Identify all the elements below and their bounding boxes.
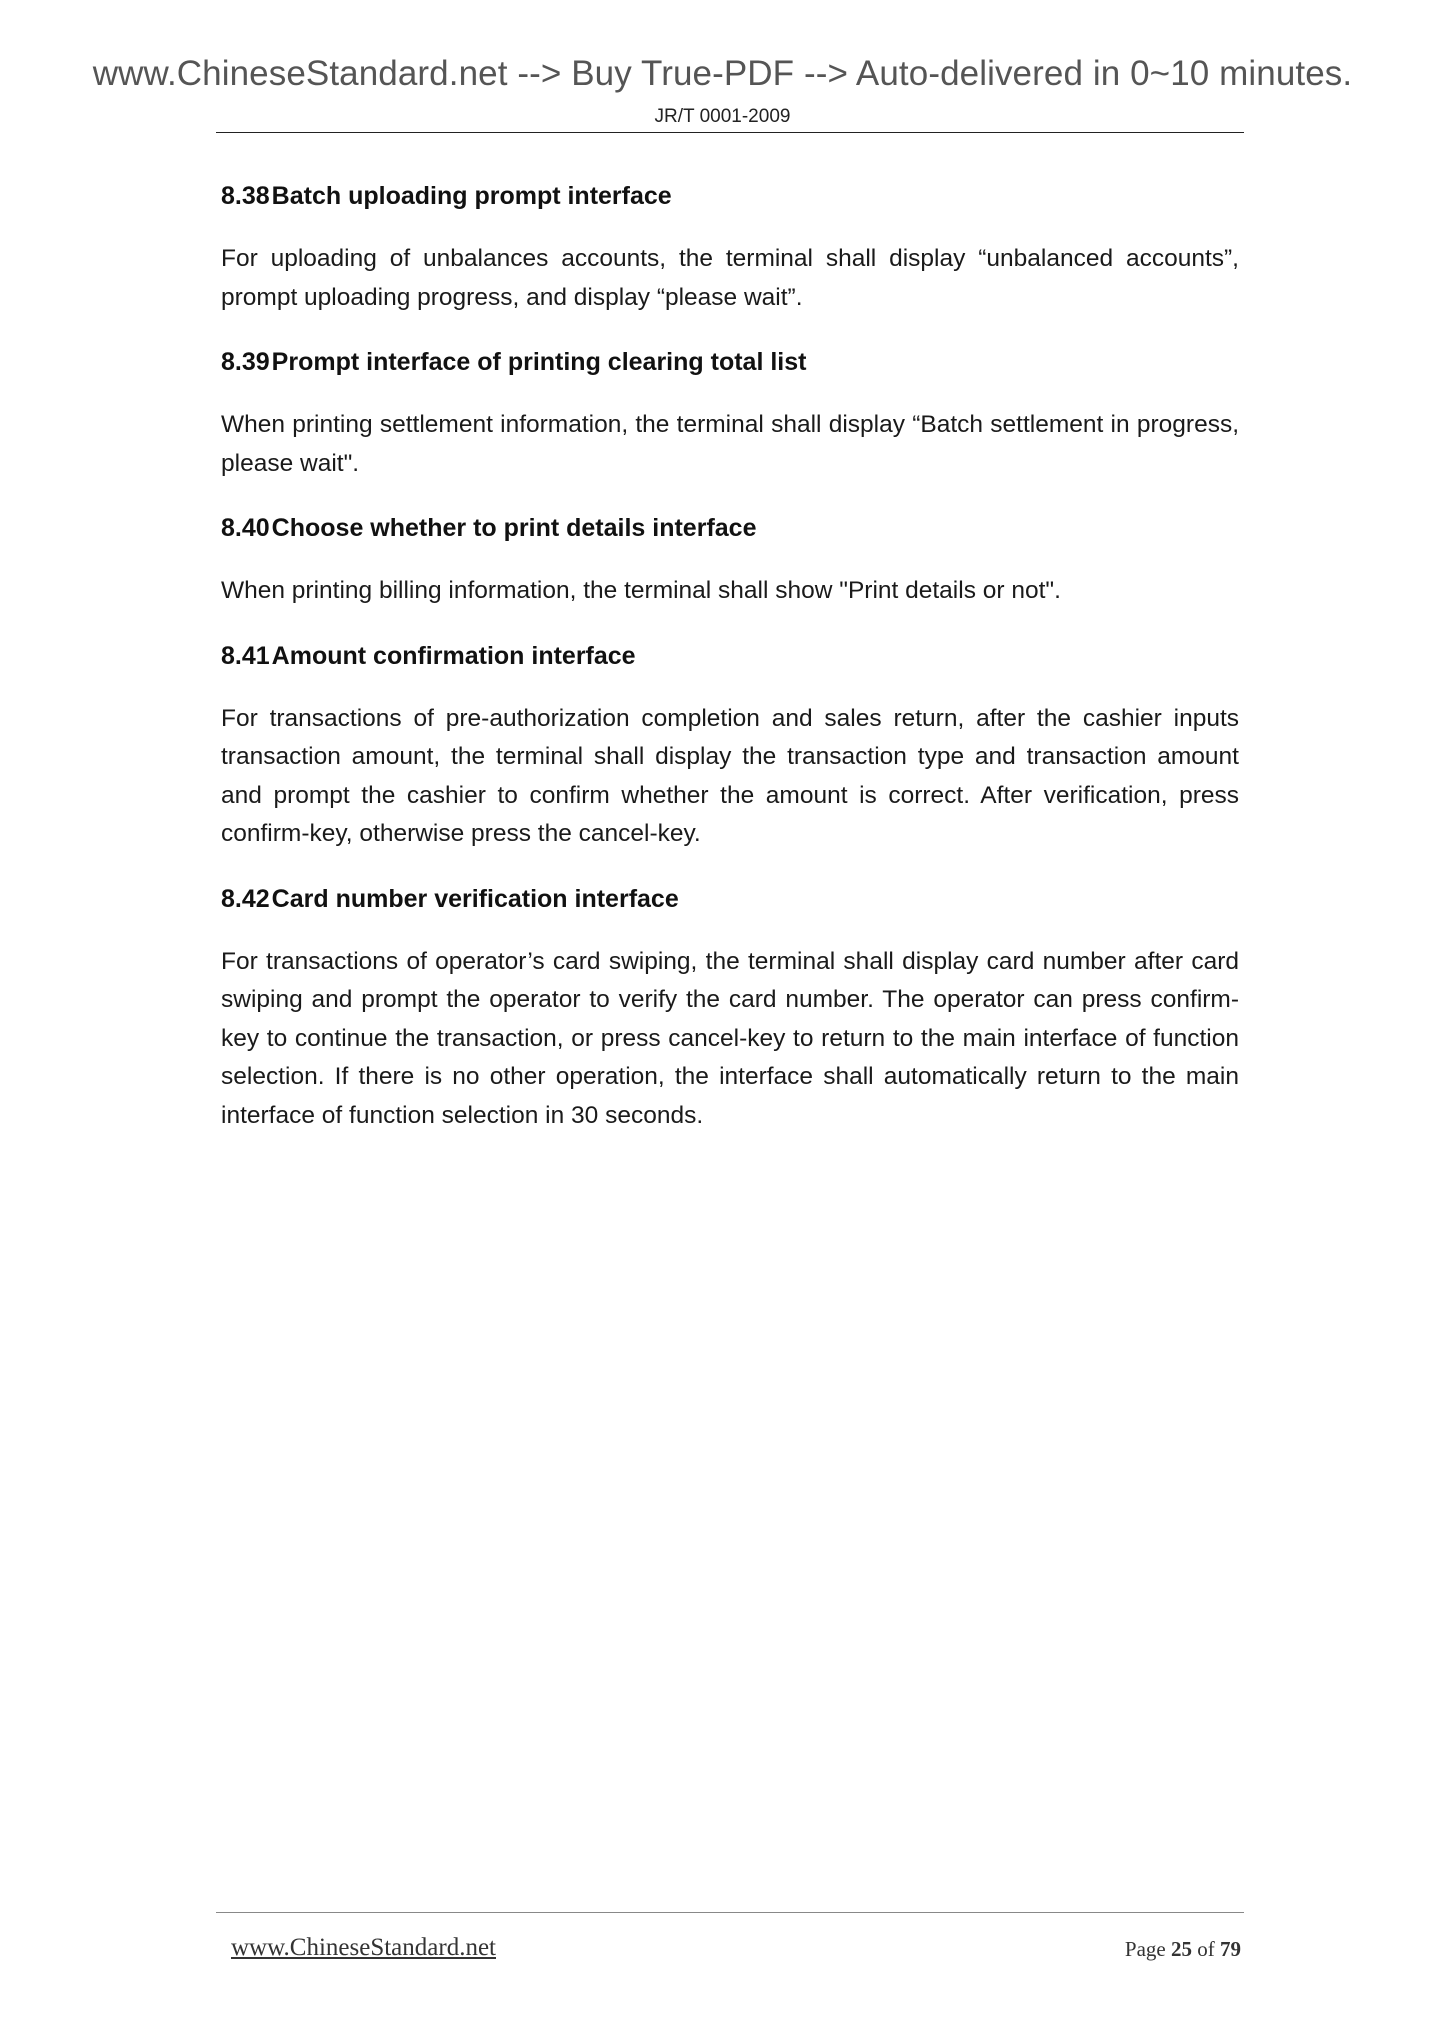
section-title: Batch uploading prompt interface [271, 182, 672, 210]
section-number: 8.40 [221, 514, 270, 542]
footer-website-link[interactable]: www.ChineseStandard.net [231, 1934, 496, 1961]
section-paragraph: When printing settlement information, the terminal shall display “Batch settlement in progress, please wait". [221, 411, 1239, 477]
page-current: 25 [1171, 1937, 1192, 1961]
section-8-38 [221, 178, 1239, 317]
section-title: Prompt interface of printing clearing total list [271, 348, 807, 376]
section-8-42 [221, 881, 1239, 1136]
section-heading [221, 510, 1239, 546]
document-code: JR/T 0001-2009 [654, 106, 791, 127]
page-total: 79 [1220, 1937, 1241, 1961]
page-number [1125, 1937, 1241, 1962]
section-heading [221, 178, 1239, 214]
section-paragraph: For transactions of pre-authorization completion and sales return, after the cashier inputs transaction amount, the terminal shall display the transaction type and transaction amount and prompt the cashier to confirm whether the amount is correct. After verification, press confirm-key, otherwise press the cancel-key. [221, 704, 1239, 847]
section-number: 8.41 [221, 641, 270, 670]
header-divider [216, 132, 1244, 133]
section-title: Choose whether to print details interface [271, 514, 757, 542]
section-title: Card number verification interface [271, 884, 679, 913]
site-banner: www.ChineseStandard.net --> Buy True-PDF --> Auto-delivered in 0~10 minutes. [92, 54, 1353, 93]
section-heading [221, 344, 1239, 380]
section-8-39 [221, 344, 1239, 483]
section-heading [221, 881, 1239, 917]
section-number: 8.42 [221, 884, 270, 913]
section-8-40 [221, 510, 1239, 611]
section-paragraph: When printing billing information, the terminal shall show "Print details or not". [221, 577, 1061, 604]
section-8-41 [221, 638, 1239, 854]
section-heading [221, 638, 1239, 674]
section-paragraph: For transactions of operator’s card swiping, the terminal shall display card number after card swiping and prompt the operator to verify the card number. The operator can press confirm-key to continue the transaction, or press cancel-key to return to the main interface of function selection. If there is no other operation, the interface shall automatically return to the main interface of function selection in 30 seconds. [221, 947, 1239, 1129]
footer-divider [216, 1912, 1244, 1913]
section-title: Amount confirmation interface [271, 641, 636, 670]
section-number: 8.39 [221, 348, 270, 376]
document-body [221, 178, 1239, 1162]
section-number: 8.38 [221, 182, 270, 210]
page-prefix: Page [1124, 1937, 1166, 1961]
section-paragraph: For uploading of unbalances accounts, the terminal shall display “unbalanced accounts”, prompt uploading progress, and display “please wait”. [221, 245, 1239, 311]
page-of: of [1197, 1937, 1215, 1961]
